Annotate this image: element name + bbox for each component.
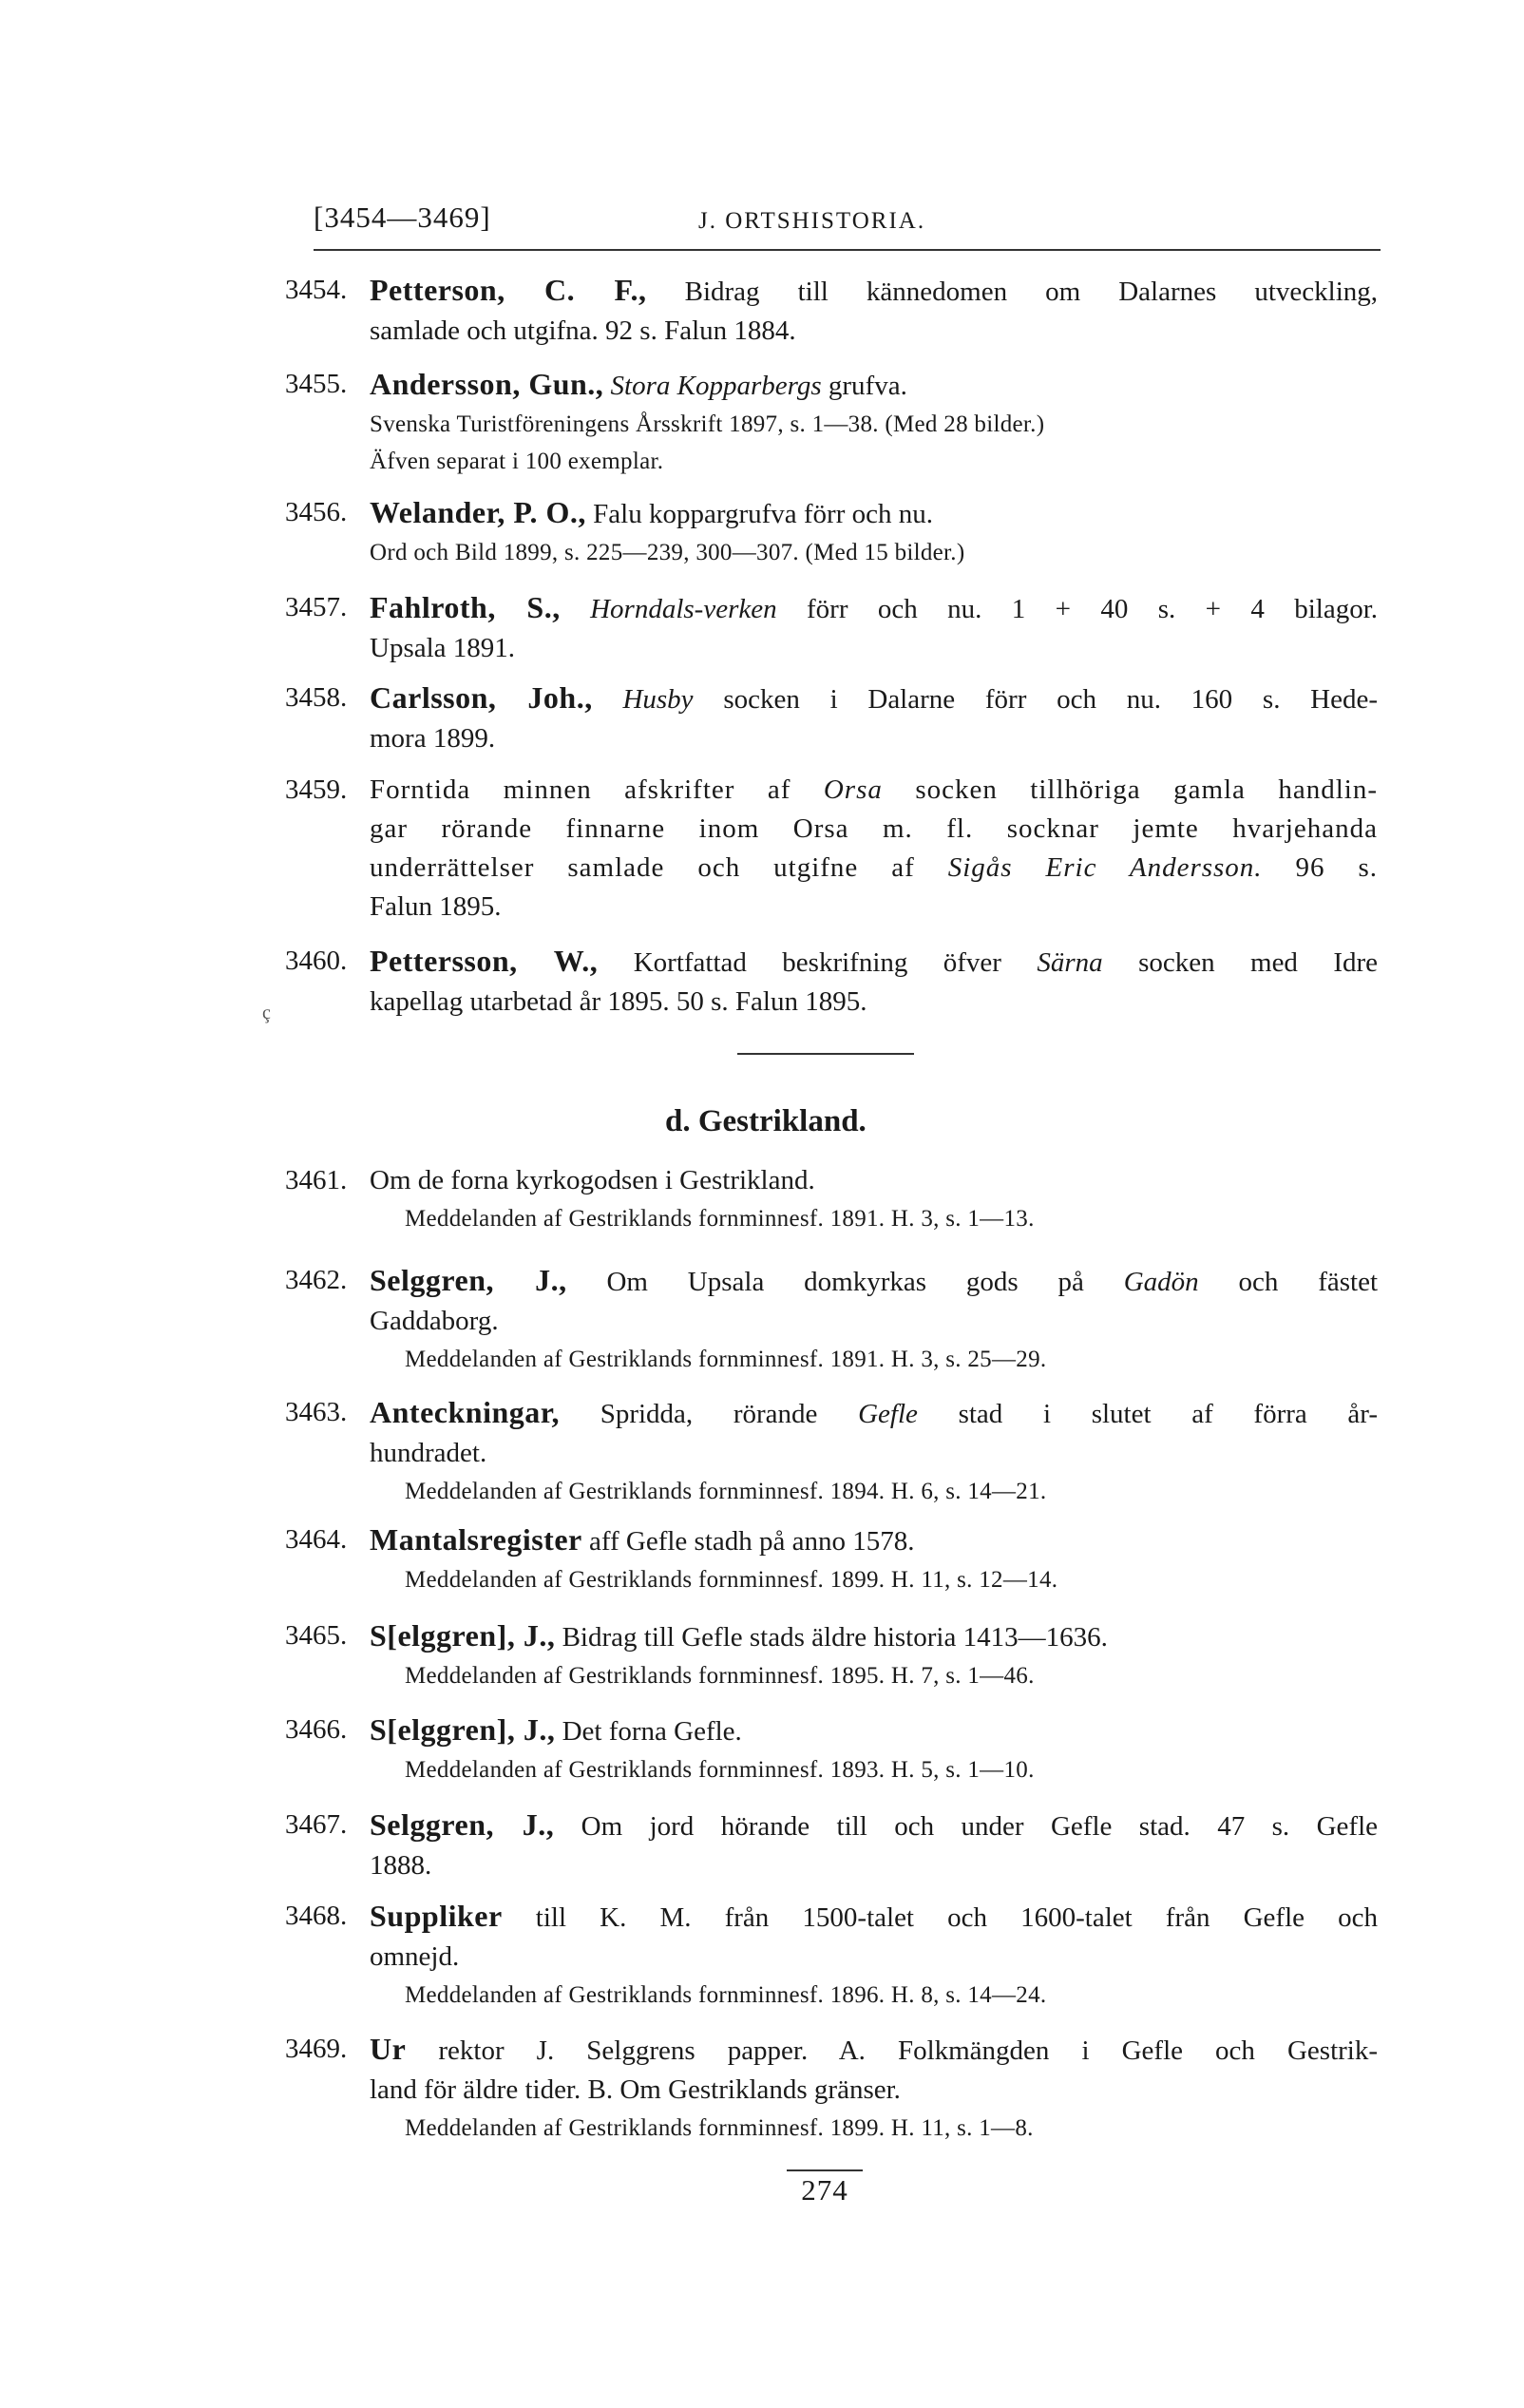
page-number: 274	[801, 2173, 848, 2207]
entry-source: Meddelanden af Gestriklands fornminnesf. 1895. H. 7, s. 1—46.	[405, 1663, 1035, 1689]
entry-author: Welander, P. O.,	[370, 495, 586, 529]
entry-title: Gefle	[858, 1399, 918, 1429]
entry-title: Horndals-verken	[590, 594, 777, 624]
entry-text: omnejd.	[370, 1941, 460, 1972]
entry-text: och fästet	[1238, 1267, 1378, 1297]
entry-3466	[285, 1710, 1378, 1788]
entry-text: grufva.	[828, 371, 907, 401]
entry-number: 3466.	[285, 1714, 348, 1745]
entry-text: samlade och utgifna. 92 s. Falun 1884.	[370, 315, 796, 346]
entry-3461	[285, 1161, 1378, 1237]
entry-3455	[285, 365, 1378, 480]
entry-number: 3455.	[285, 369, 348, 399]
entry-number: 3469.	[285, 2034, 348, 2064]
entry-text: Bidrag till Gefle stads äldre historia 1413—1636.	[562, 1622, 1108, 1653]
entry-text: rektor J. Selggrens papper. A. Folkmängden i Gefle och Gestrik-	[438, 2035, 1378, 2066]
page-number-rule	[787, 2169, 863, 2171]
entry-3460	[285, 942, 1378, 1022]
entry-number: 3456.	[285, 497, 348, 527]
separator-rule	[737, 1053, 914, 1055]
section-heading: d. Gestrikland.	[665, 1104, 867, 1138]
entry-author: Carlsson, Joh.,	[370, 680, 593, 715]
entry-3454	[285, 271, 1378, 351]
entry-title: Särna	[1037, 947, 1103, 978]
entry-3469	[285, 2030, 1378, 2147]
entry-author: Ur	[370, 2032, 407, 2066]
entry-source: Svenska Turistföreningens Årsskrift 1897, s. 1—38. (Med 28 bilder.)	[370, 411, 1045, 437]
entry-number: 3454.	[285, 275, 348, 305]
entry-text: mora 1899.	[370, 723, 496, 754]
entry-author: Petterson, C. F.,	[370, 273, 647, 307]
entry-number: 3457.	[285, 592, 348, 622]
running-header	[314, 195, 1382, 242]
entry-text: hundradet.	[370, 1438, 487, 1468]
entry-text: Det forna Gefle.	[562, 1716, 742, 1747]
entry-source: Meddelanden af Gestriklands fornminnesf. 1893. H. 5, s. 1—10.	[405, 1757, 1035, 1783]
entry-author: Pettersson, W.,	[370, 944, 599, 978]
entry-text: 1888.	[370, 1850, 432, 1881]
entry-text: Gaddaborg.	[370, 1306, 499, 1336]
entry-3465	[285, 1616, 1378, 1694]
entry-author: Fahlroth, S.,	[370, 590, 561, 624]
entry-text: socken i Dalarne förr och nu. 160 s. Hede-	[723, 684, 1378, 715]
entry-number: 3465.	[285, 1620, 348, 1651]
header-rule	[314, 249, 1381, 251]
entry-text: Falun 1895.	[370, 891, 502, 922]
entry-number: 3468.	[285, 1901, 348, 1931]
entry-3458	[285, 678, 1378, 758]
entry-3463	[285, 1393, 1378, 1510]
entry-author: Mantalsregister	[370, 1522, 582, 1557]
entry-3467	[285, 1806, 1378, 1885]
entry-text: stad i slutet af förra år-	[958, 1399, 1378, 1429]
entry-source: Ord och Bild 1899, s. 225—239, 300—307. (Med 15 bilder.)	[370, 540, 965, 565]
entry-author: Selggren, J.,	[370, 1263, 567, 1297]
entry-3462	[285, 1261, 1378, 1378]
entry-3468	[285, 1897, 1378, 2014]
entry-text: Forntida minnen afskrifter af	[370, 774, 791, 805]
entry-source: Meddelanden af Gestriklands fornminnesf. 1896. H. 8, s. 14—24.	[405, 1982, 1047, 2008]
entry-text: Kortfattad beskrifning öfver	[633, 947, 1001, 978]
entry-author: Andersson, Gun.,	[370, 367, 604, 401]
entry-title: Sigås Eric Andersson.	[947, 852, 1263, 883]
entry-text: Falu koppargrufva förr och nu.	[593, 499, 933, 529]
entry-author: Anteckningar,	[370, 1395, 561, 1429]
entry-text: Bidrag till kännedomen om Dalarnes utveckling,	[684, 277, 1378, 307]
entry-3464	[285, 1520, 1378, 1598]
section-title: J. ORTSHISTORIA.	[698, 208, 926, 234]
entry-source: Meddelanden af Gestriklands fornminnesf. 1891. H. 3, s. 25—29.	[405, 1347, 1047, 1372]
entry-text: Om jord hörande till och under Gefle stad. 47 s. Gefle	[581, 1811, 1378, 1842]
entry-source: Meddelanden af Gestriklands fornminnesf. 1894. H. 6, s. 14—21.	[405, 1479, 1047, 1504]
entry-text: gar rörande finnarne inom Orsa m. fl. socknar jemte hvarjehanda	[370, 813, 1378, 844]
entry-text: Upsala 1891.	[370, 633, 516, 663]
entry-number: 3460.	[285, 946, 348, 976]
entry-text: land för äldre tider. B. Om Gestriklands gränser.	[370, 2074, 901, 2105]
entry-author: Suppliker	[370, 1899, 503, 1933]
entry-text: 96 s.	[1295, 852, 1378, 883]
entry-text: kapellag utarbetad år 1895. 50 s. Falun 1895.	[370, 986, 867, 1017]
entry-source: Meddelanden af Gestriklands fornminnesf. 1899. H. 11, s. 1—8.	[405, 2115, 1034, 2141]
entry-text: aff Gefle stadh på anno 1578.	[588, 1526, 915, 1557]
entry-text: socken tillhöriga gamla handlin-	[915, 774, 1378, 805]
entry-author: S[elggren], J.,	[370, 1618, 556, 1653]
entry-number: 3467.	[285, 1809, 348, 1840]
entry-text: underrättelser samlade och utgifne af	[370, 852, 915, 883]
entry-range: [3454—3469]	[314, 201, 491, 234]
entry-text: till K. M. från 1500-talet och 1600-talet från Gefle och	[535, 1902, 1378, 1933]
entry-source: Meddelanden af Gestriklands fornminnesf. 1891. H. 3, s. 1—13.	[405, 1206, 1035, 1232]
entry-number: 3459.	[285, 774, 348, 805]
entry-number: 3464.	[285, 1524, 348, 1555]
entry-text: Spridda, rörande	[600, 1399, 818, 1429]
entry-text: Om Upsala domkyrkas gods på	[606, 1267, 1084, 1297]
entry-number: 3462.	[285, 1265, 348, 1295]
entry-title: Gadön	[1123, 1267, 1199, 1297]
entry-title: Husby	[622, 684, 694, 715]
entry-number: 3458.	[285, 682, 348, 713]
entry-text: förr och nu. 1 + 40 s. + 4 bilagor.	[807, 594, 1378, 624]
margin-mark: ç	[262, 1003, 271, 1023]
entry-3459	[285, 771, 1378, 927]
entry-author: Selggren, J.,	[370, 1807, 555, 1842]
entry-text: Om de forna kyrkogodsen i Gestrikland.	[370, 1165, 815, 1195]
entry-number: 3461.	[285, 1165, 348, 1195]
entry-author: S[elggren], J.,	[370, 1712, 556, 1747]
entry-title: Orsa	[823, 774, 883, 805]
entry-3457	[285, 588, 1378, 668]
entry-number: 3463.	[285, 1397, 348, 1427]
entry-3456	[285, 493, 1378, 571]
entry-source: Meddelanden af Gestriklands fornminnesf. 1899. H. 11, s. 12—14.	[405, 1567, 1058, 1593]
entry-text: socken med Idre	[1138, 947, 1378, 978]
entry-title: Stora Kopparbergs	[610, 371, 822, 401]
entry-note: Äfven separat i 100 exemplar.	[370, 449, 664, 474]
